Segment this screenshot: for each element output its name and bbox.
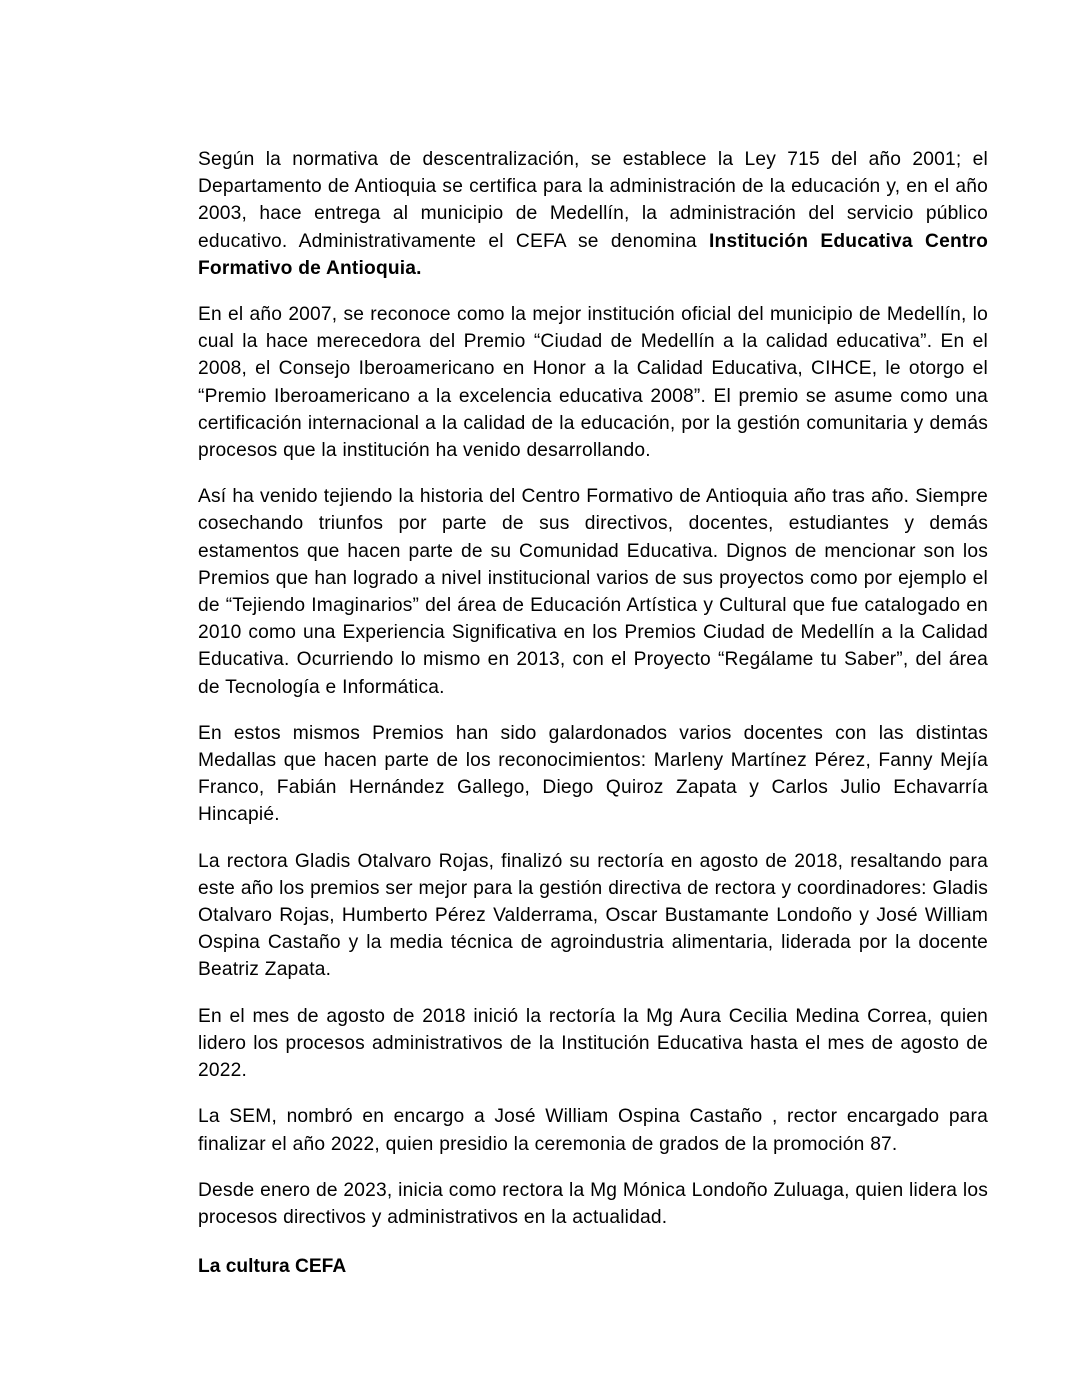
paragraph-rectora-monica-londono: Desde enero de 2023, inicia como rectora la Mg Mónica Londoño Zuluaga, quien lidera los procesos directivos y administrativos en la actualidad. (198, 1179, 988, 1228)
paragraph-premio-2007-2008: En el año 2007, se reconoce como la mejor institución oficial del municipio de Medellín, lo cual la hace merecedora del Premio “Ciudad de Medellín a la calidad educativa”. En el 2008, el Consejo Iberoamericano en Honor a la Calidad Educativa, CIHCE, le otorgo el “Premio Iberoamericano a la excelencia educativa 2008”. El premio se asume como una certificación internacional a la calidad de la educación, por la gestión comunitaria y demás procesos que la institución ha venido desarrollando. (198, 304, 988, 462)
paragraph-rectora-gladis-otalvaro: La rectora Gladis Otalvaro Rojas, finalizó su rectoría en agosto de 2018, resaltando para este año los premios ser mejor para la gestión directiva de rectora y coordinadores: Gladis Otalvaro Rojas, Humberto Pérez Valderrama, Oscar Bustamante Londoño y José William Ospina Castaño y la media técnica de agroindustria alimentaria, liderada por la docente Beatriz Zapata. (198, 850, 988, 981)
paragraph-text-lead: Según la normativa de descentralización, se establece la Ley 715 del año 2001; el Departamento de Antioquia se certifica para la administración de la educación y, en el año 2003, hace entrega al municipio de Medellín, la administración del servicio público educativo. Administrativamente el CEFA se denomina (198, 149, 988, 252)
paragraph-docentes-medallas: En estos mismos Premios han sido galardonados varios docentes con las distintas Medallas que hacen parte de los reconocimientos: Marleny Martínez Pérez, Fanny Mejía Franco, Fabián Hernández Gallego, Diego Quiroz Zapata y Carlos Julio Echavarría Hincapié. (198, 722, 988, 826)
section-heading-cultura-cefa: La cultura CEFA (198, 1256, 347, 1278)
paragraph-sem-encargo-ospina: La SEM, nombró en encargo a José William Ospina Castaño , rector encargado para finalizar el año 2022, quien presidio la ceremonia de grados de la promoción 87. (198, 1106, 988, 1155)
paragraph-text-bold: Institución Educativa Centro Formativo de Antioquia. (198, 230, 989, 279)
document-body (198, 146, 988, 1280)
paragraph-normativa-descentralizacion (198, 146, 988, 282)
paragraph-rectoria-aura-medina: En el mes de agosto de 2018 inició la rectoría la Mg Aura Cecilia Medina Correa, quien lidero los procesos administrativos de la Institución Educativa hasta el mes de agosto de 2022. (198, 1005, 988, 1082)
paragraph-historia-tejiendo: Así ha venido tejiendo la historia del Centro Formativo de Antioquia año tras año. Siempre cosechando triunfos por parte de sus directivos, docentes, estudiantes y demás estamentos que hacen parte de su Comunidad Educativa. Dignos de mencionar son los Premios que han logrado a nivel institucional varios de sus proyectos como por ejemplo el de “Tejiendo Imaginarios” del área de Educación Artística y Cultural que fue catalogado en 2010 como una Experiencia Significativa en los Premios Ciudad de Medellín a la Calidad Educativa. Ocurriendo lo mismo en 2013, con el Proyecto “Regálame tu Saber”, del área de Tecnología e Informática. (198, 486, 988, 698)
